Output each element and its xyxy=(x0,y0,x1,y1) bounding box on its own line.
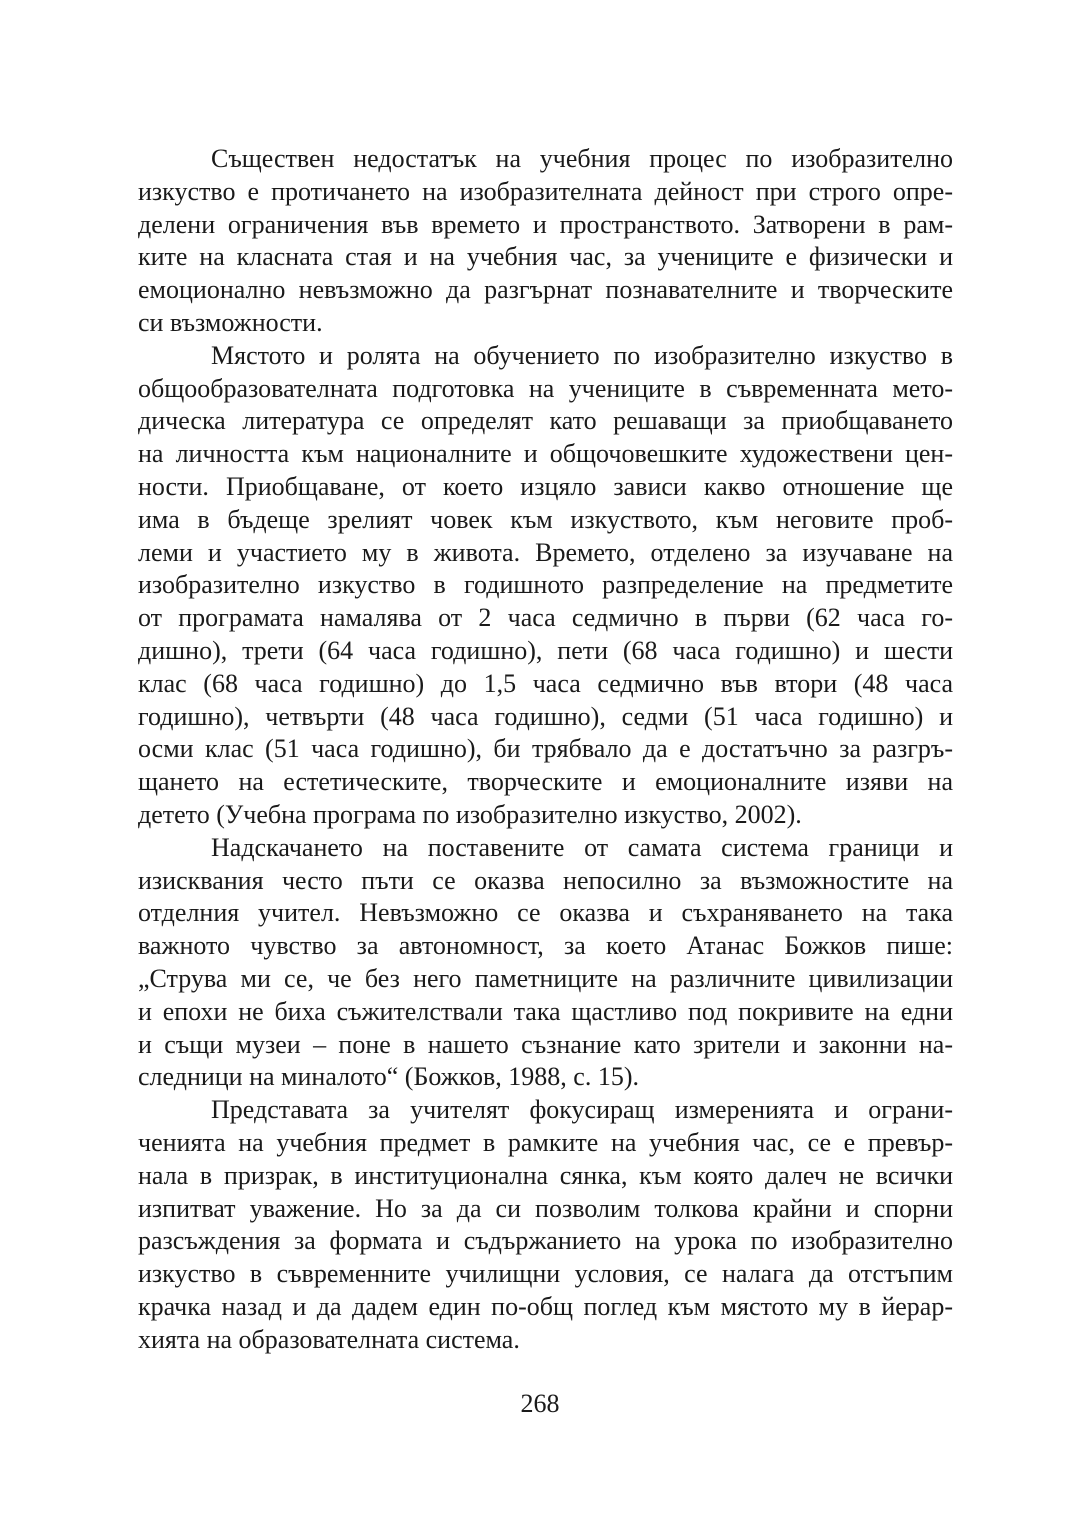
text-line: изкуство е протичането на изобразителната дейност при строго опре- xyxy=(138,176,953,206)
text-line: изпитват уважение. Но за да си позволим толкова крайни и спорни xyxy=(138,1193,953,1223)
text-line: дическа литература се определят като решаващи за приобщаването xyxy=(138,406,953,436)
paragraph xyxy=(138,143,953,340)
text-line: годишно), четвърти (48 часа годишно), седми (51 часа годишно) и xyxy=(138,701,953,731)
text-line: „Струва ми се, че без него паметниците на различните цивилизации xyxy=(138,963,953,993)
paragraph xyxy=(138,1094,953,1356)
text-line: важното чувство за автономност, за което Атанас Божков пише: xyxy=(138,931,953,961)
text-line: делени ограничения във времето и пространството. Затворени в рам- xyxy=(138,209,953,239)
text-line: изисквания често пъти се оказва непосилно за възможностите на xyxy=(138,865,953,895)
text-line: ченията на учебния предмет в рамките на учебния час, се е превър- xyxy=(138,1127,953,1157)
text-line: изобразително изкуство в годишното разпределение на предметите xyxy=(138,570,953,600)
text-line: има в бъдеще зрелият човек към изкуството, към неговите проб- xyxy=(138,504,953,534)
text-line: изкуство в съвременните училищни условия, се налага да отстъпим xyxy=(138,1259,953,1289)
paragraph xyxy=(138,832,953,1094)
text-line: общообразователната подготовка на учениците в съвременната мето- xyxy=(138,373,953,403)
text-line: от програмата намалява от 2 часа седмично в първи (62 часа го- xyxy=(138,603,953,633)
body-text xyxy=(138,143,953,1356)
text-line: ките на класната стая и на учебния час, за учениците е физически и xyxy=(138,242,953,272)
text-line: ности. Приобщаване, от което изцяло зависи какво отношение ще xyxy=(138,471,953,501)
page-number: 268 xyxy=(520,1389,560,1418)
text-line: Представата за учителят фокусиращ измеренията и ограни- xyxy=(211,1095,953,1125)
text-line: осми клас (51 часа годишно), би трябвало да е достатъчно за разгръ- xyxy=(138,734,953,764)
text-line: Мястото и ролята на обучението по изобразително изкуство в xyxy=(211,340,953,370)
text-line: нала в призрак, в институционална сянка, към която далеч не всички xyxy=(138,1160,953,1190)
text-line: и епохи не биха съжителствали така щастливо под покривите на едни xyxy=(138,996,953,1026)
text-line: емоционално невъзможно да разгърнат познавателните и творческите xyxy=(138,275,953,305)
text-line: Надскачането на поставените от самата система граници и xyxy=(211,832,953,862)
text-line: отделния учител. Невъзможно се оказва и съхраняването на така xyxy=(138,898,953,928)
text-line: клас (68 часа годишно) до 1,5 часа седмично във втори (48 часа xyxy=(138,668,953,698)
text-line: хията на образователната система. xyxy=(138,1324,520,1354)
text-line: крачка назад и да дадем един по-общ поглед към мястото му в йерар- xyxy=(138,1291,953,1321)
text-line: щането на естетическите, творческите и емоционалните изяви на xyxy=(138,767,953,797)
text-line: разсъждения за формата и съдържанието на урока по изобразително xyxy=(138,1226,953,1256)
text-line: леми и участието му в живота. Времето, отделено за изучаване на xyxy=(138,537,953,567)
text-line: си възможности. xyxy=(138,307,323,337)
text-line: на личността към националните и общочовешките художествени цен- xyxy=(138,439,953,469)
text-line: детето (Учебна програма по изобразително изкуство, 2002). xyxy=(138,799,802,829)
text-line: следници на миналото“ (Божков, 1988, с. 15). xyxy=(138,1062,639,1092)
text-line: и същи музеи – поне в нашето съзнание като зрители и законни на- xyxy=(138,1029,953,1059)
text-line: дишно), трети (64 часа годишно), пети (68 часа годишно) и шести xyxy=(138,635,953,665)
paragraph xyxy=(138,340,953,832)
text-line: Съществен недостатък на учебния процес по изобразително xyxy=(211,144,953,173)
